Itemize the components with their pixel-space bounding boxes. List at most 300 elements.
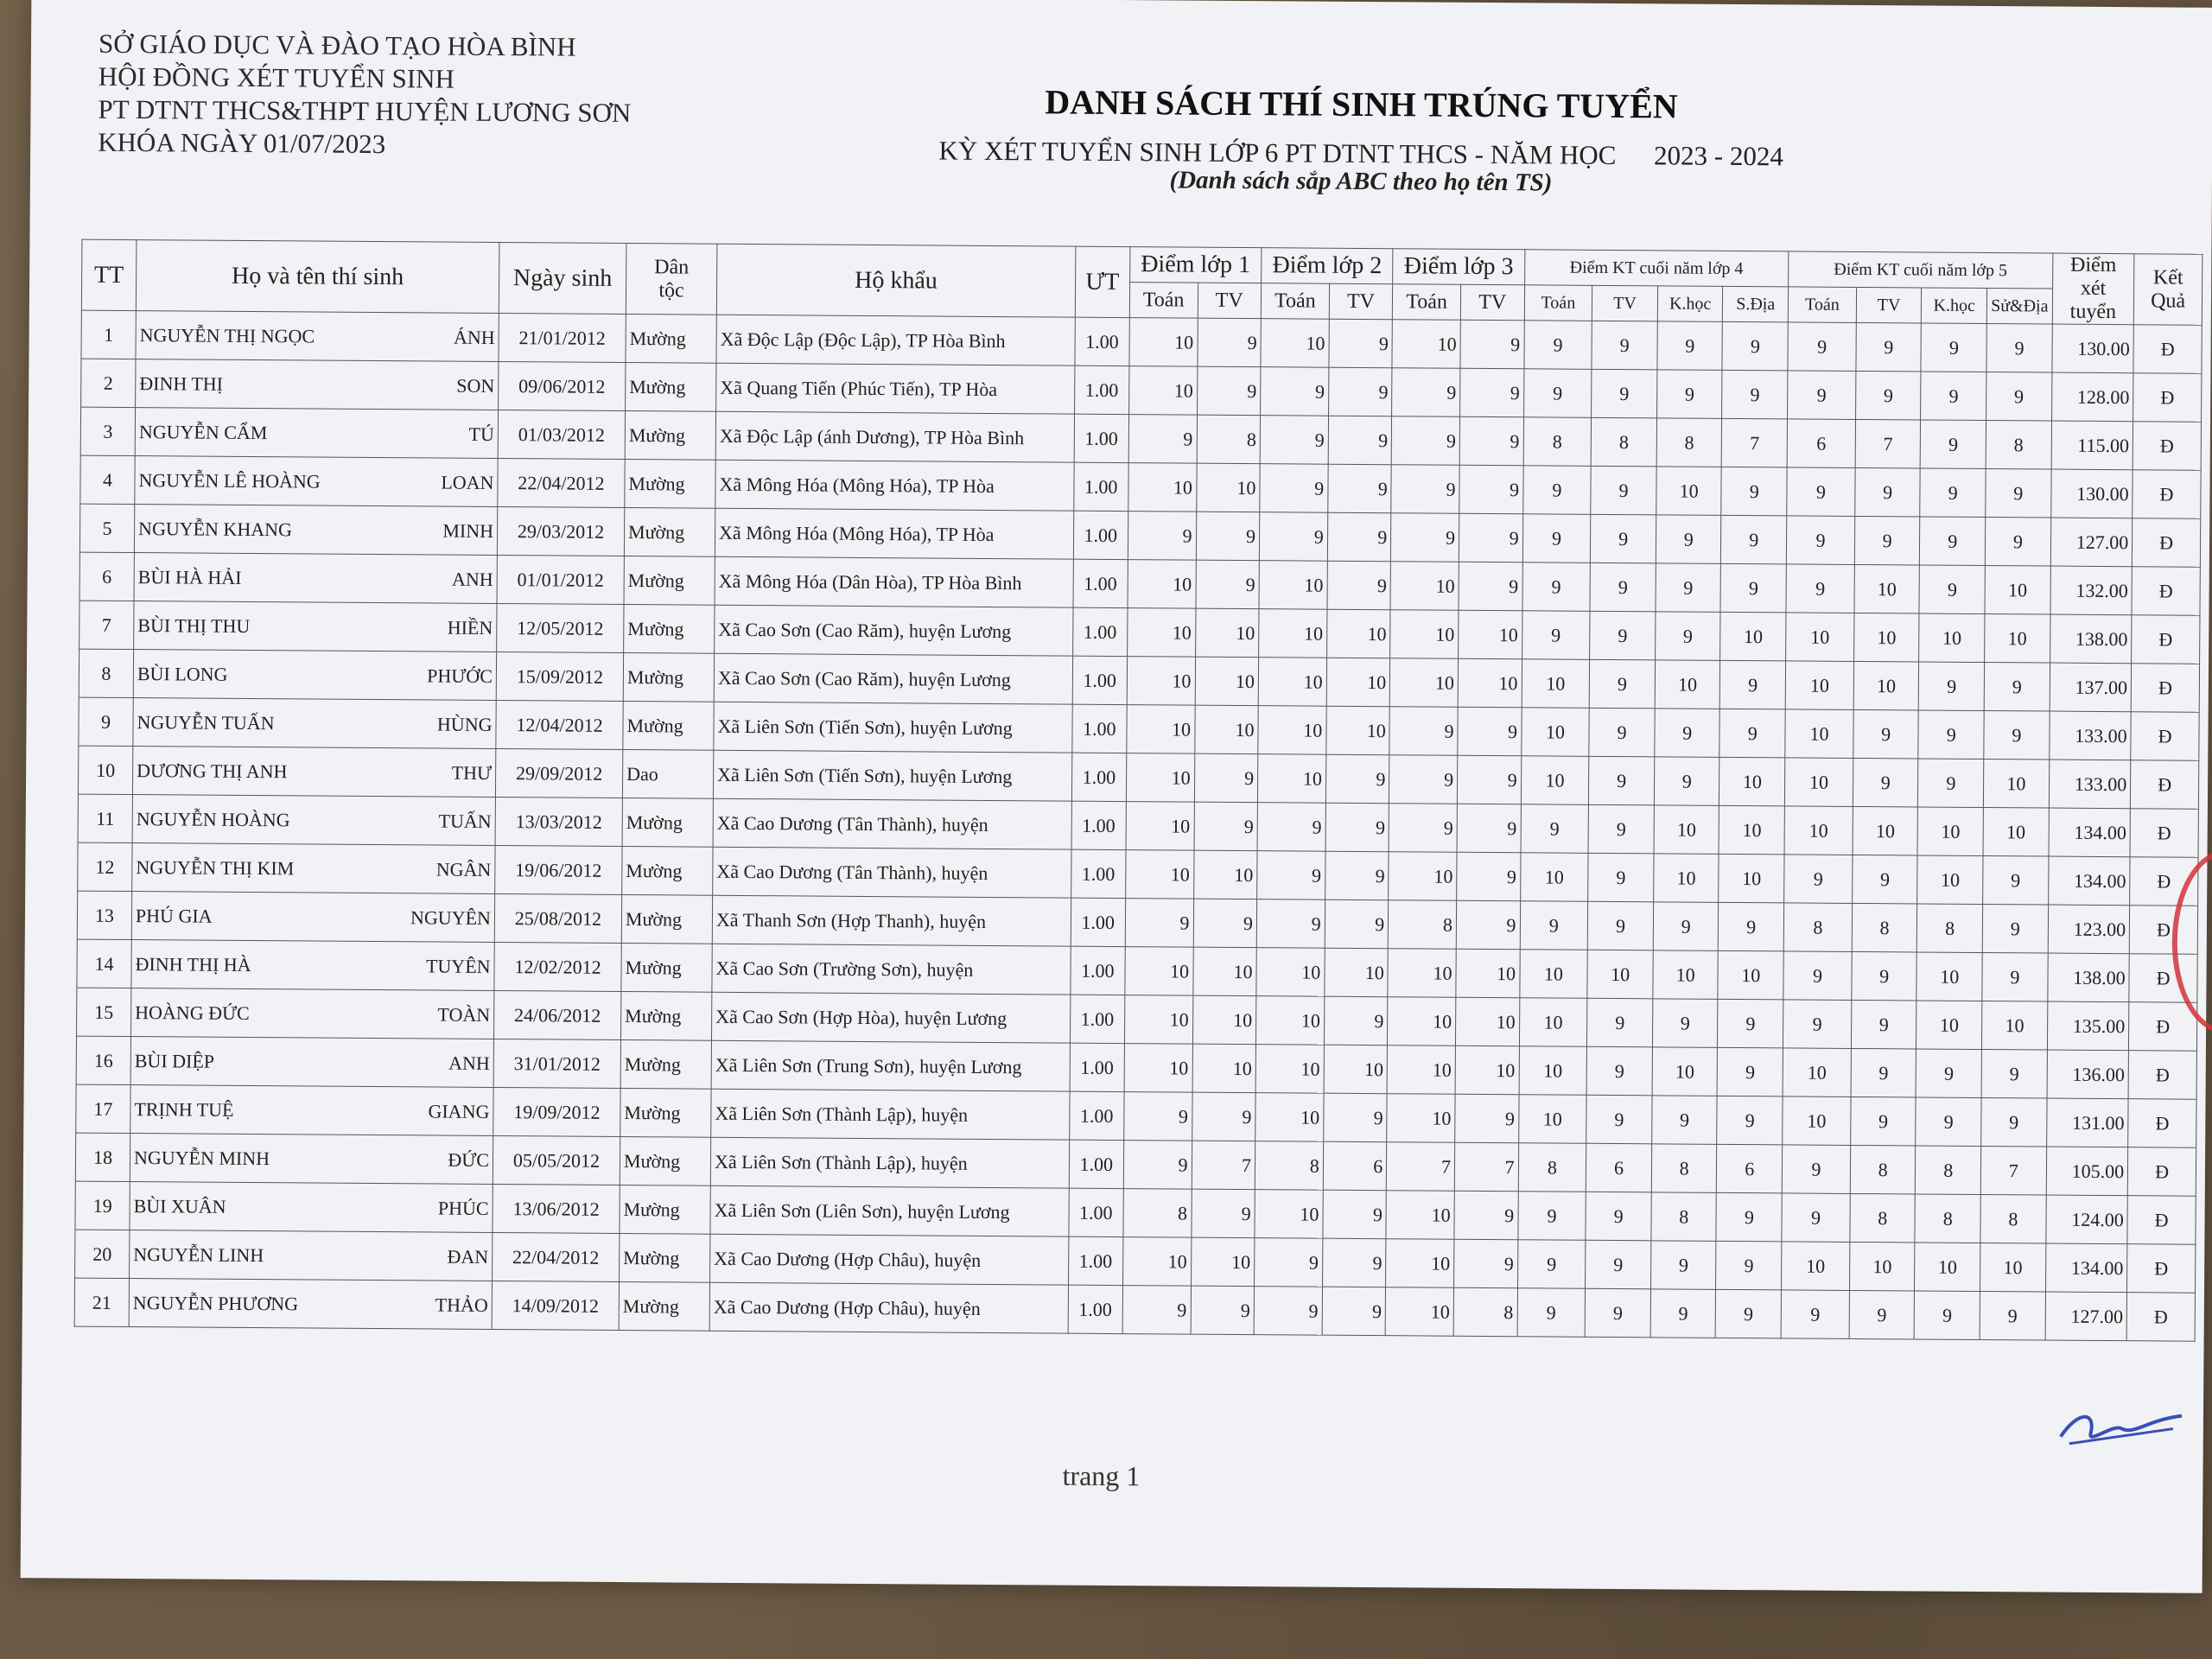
cell-score: 9 — [1459, 416, 1523, 466]
cell-score: 9 — [1458, 707, 1522, 756]
cell-score: 10 — [1719, 757, 1785, 806]
cell-total: 136.00 — [2047, 1050, 2129, 1099]
cell-ethnic: Mường — [623, 653, 714, 702]
cell-score: 10 — [1916, 1001, 1982, 1050]
cell-dob: 22/04/2012 — [498, 458, 625, 507]
cell-score: 10 — [1386, 1239, 1454, 1288]
cell-score: 8 — [1916, 1146, 1981, 1195]
cell-ut: 1.00 — [1071, 753, 1126, 801]
cell-score: 10 — [1126, 802, 1194, 851]
cell-surname: NGUYỄN LINH — [133, 1243, 264, 1266]
cell-tt: 17 — [76, 1084, 130, 1133]
cell-score: 9 — [1653, 902, 1719, 951]
cell-total: 128.00 — [2051, 372, 2133, 422]
issuer-line-1: SỞ GIÁO DỤC VÀ ĐÀO TẠO HÒA BÌNH — [98, 28, 576, 62]
cell-given-name: ĐỨC — [448, 1148, 490, 1171]
cell-ethnic: Mường — [625, 460, 715, 509]
cell-score: 9 — [1457, 755, 1521, 804]
cell-given-name: SON — [456, 374, 495, 397]
cell-name — [136, 359, 499, 410]
cell-name — [130, 1037, 493, 1088]
col-score-l3: tuyển — [2069, 300, 2117, 324]
cell-score: 6 — [1586, 1143, 1652, 1192]
cell-name — [130, 1085, 493, 1136]
cell-tt: 10 — [78, 746, 132, 794]
cell-tt: 11 — [78, 794, 132, 842]
cell-score: 9 — [1718, 999, 1783, 1048]
cell-score: 9 — [1391, 465, 1459, 514]
cell-dob: 29/09/2012 — [495, 748, 622, 798]
cell-score: 9 — [1460, 368, 1524, 417]
cell-score: 9 — [1788, 371, 1856, 420]
cell-total: 134.00 — [2045, 1243, 2127, 1293]
issuer-line-2: HỘI ĐỒNG XÉT TUYỂN SINH — [98, 60, 455, 94]
cell-score: 10 — [1385, 1287, 1453, 1337]
cell-score: 9 — [1984, 663, 2050, 712]
cell-name — [130, 1182, 493, 1233]
cell-score: 9 — [1329, 319, 1393, 368]
cell-ut: 1.00 — [1074, 414, 1128, 462]
cell-address: Xã Độc Lập (Độc Lập), TP Hòa Bình — [716, 315, 1075, 365]
cell-score: 8 — [1783, 903, 1852, 952]
cell-score: 10 — [1392, 320, 1460, 369]
cell-score: 9 — [1650, 1241, 1716, 1290]
cell-score: 9 — [1254, 1287, 1322, 1336]
cell-total: 138.00 — [2050, 614, 2132, 664]
cell-score: 9 — [1191, 1189, 1255, 1238]
cell-score: 9 — [1260, 464, 1328, 513]
cell-score: 9 — [1325, 803, 1389, 852]
cell-score: 10 — [1388, 997, 1456, 1046]
cell-score: 9 — [1652, 999, 1718, 1048]
cell-score: 9 — [1656, 370, 1722, 419]
cell-score: 9 — [1456, 900, 1520, 950]
cell-name — [132, 843, 495, 894]
cell-score: 9 — [1782, 1145, 1850, 1194]
cell-score: 10 — [1389, 852, 1457, 901]
cell-score: 9 — [1915, 1291, 1980, 1340]
cell-score: 7 — [1980, 1146, 2046, 1195]
cell-score: 9 — [1194, 753, 1258, 803]
admission-table — [74, 239, 2203, 1342]
cell-name — [135, 456, 498, 507]
cell-address: Xã Cao Dương (Tân Thành), huyện — [713, 847, 1071, 898]
cell-result: Đ — [2132, 567, 2200, 616]
cell-total: 127.00 — [2045, 1292, 2127, 1341]
school-year: 2023 - 2024 — [1653, 140, 1784, 172]
cell-score: 8 — [1850, 1193, 1916, 1243]
cell-result: Đ — [2128, 1051, 2196, 1100]
cell-tt: 12 — [78, 842, 132, 891]
col-tt: TT — [81, 239, 137, 310]
cell-score: 9 — [1719, 902, 1784, 951]
cell-surname: PHÚ GIA — [135, 904, 213, 927]
cell-given-name: ĐAN — [447, 1245, 489, 1268]
cell-score: 9 — [1192, 1092, 1255, 1141]
cell-ut: 1.00 — [1069, 1091, 1123, 1140]
cell-name — [136, 311, 499, 362]
cell-result: Đ — [2133, 373, 2202, 423]
cell-result: Đ — [2131, 664, 2199, 713]
cell-score: 10 — [1718, 950, 1783, 1000]
cell-address: Xã Cao Dương (Hợp Châu), huyện — [710, 1234, 1069, 1285]
cell-score: 9 — [1589, 756, 1655, 805]
cell-score: 9 — [1588, 853, 1654, 902]
cell-given-name: MINH — [442, 519, 494, 542]
cell-score: 9 — [1328, 416, 1392, 465]
cell-score: 9 — [1586, 1046, 1652, 1096]
cell-score: 10 — [1786, 613, 1854, 662]
cell-score: 9 — [1981, 1097, 2047, 1147]
cell-score: 10 — [1919, 613, 1985, 663]
cell-score: 9 — [1322, 1238, 1386, 1287]
cell-score: 10 — [1259, 561, 1327, 610]
cell-score: 8 — [1523, 417, 1592, 467]
cell-score: 10 — [1390, 562, 1459, 611]
cell-dob: 09/06/2012 — [499, 361, 626, 410]
signature-icon — [2052, 1402, 2190, 1455]
cell-score: 9 — [1920, 517, 1986, 566]
cell-given-name: THƯ — [451, 761, 493, 784]
cell-tt: 4 — [80, 455, 135, 504]
cell-score: 9 — [1122, 1286, 1191, 1335]
cell-ut: 1.00 — [1071, 801, 1126, 849]
cell-score: 7 — [1855, 419, 1921, 468]
cell-dob: 01/03/2012 — [498, 410, 625, 459]
cell-ethnic: Dao — [622, 750, 713, 799]
cell-address: Xã Liên Sơn (Thành Lập), huyện — [710, 1137, 1069, 1188]
cell-score: 10 — [1456, 949, 1520, 998]
cell-surname: DƯƠNG THỊ ANH — [137, 759, 288, 782]
cell-score: 9 — [1586, 1095, 1652, 1144]
cell-score: 9 — [1918, 759, 1984, 808]
cell-score: 10 — [1459, 610, 1522, 659]
cell-address: Xã Cao Sơn (Cao Răm), huyện Lương — [714, 653, 1072, 704]
cell-score: 9 — [1522, 466, 1591, 515]
cell-score: 10 — [1191, 1237, 1255, 1287]
col-result — [2134, 254, 2202, 326]
cell-score: 9 — [1986, 324, 2052, 373]
cell-score: 8 — [1852, 903, 1917, 952]
cell-score: 9 — [1591, 514, 1656, 563]
cell-score: 10 — [1127, 657, 1195, 706]
cell-address: Xã Cao Sơn (Hợp Hòa), huyện Lương — [711, 992, 1070, 1043]
cell-score: 9 — [1128, 512, 1196, 561]
cell-score: 10 — [1719, 805, 1785, 855]
cell-score: 9 — [1457, 852, 1521, 901]
cell-score: 10 — [1455, 1046, 1519, 1095]
cell-tt: 16 — [76, 1036, 130, 1084]
cell-given-name: HÙNG — [436, 713, 493, 735]
cell-score: 10 — [1985, 614, 2050, 664]
cell-score: 9 — [1517, 1192, 1586, 1241]
cell-result: Đ — [2133, 518, 2201, 568]
cell-score: 10 — [1522, 659, 1590, 709]
cell-score: 10 — [1915, 1243, 1980, 1292]
cell-tt: 7 — [79, 601, 134, 649]
cell-score: 9 — [1256, 899, 1325, 949]
cell-score: 10 — [1387, 1094, 1455, 1143]
cell-score: 10 — [1719, 854, 1784, 903]
cell-dob: 12/02/2012 — [494, 942, 621, 991]
cell-score: 10 — [1983, 760, 2049, 809]
cell-address: Xã Độc Lập (ánh Dương), TP Hòa Bình — [715, 411, 1074, 462]
cell-score: 10 — [1983, 808, 2049, 857]
col-grade3: Điểm lớp 3 — [1393, 249, 1525, 285]
cell-score: 9 — [1589, 659, 1655, 709]
cell-score: 10 — [1917, 807, 1983, 856]
cell-score: 9 — [1851, 1000, 1916, 1049]
cell-score: 9 — [1854, 516, 1920, 565]
cell-ethnic: Mường — [625, 411, 715, 461]
cell-ut: 1.00 — [1069, 1140, 1123, 1188]
cell-surname: NGUYỄN THỊ KIM — [136, 855, 295, 879]
cell-surname: BÙI HÀ HẢI — [137, 565, 242, 588]
cell-address: Xã Cao Sơn (Trường Sơn), huyện — [712, 944, 1071, 995]
cell-score: 9 — [1588, 804, 1654, 854]
cell-score: 10 — [1520, 853, 1588, 902]
cell-dob: 05/05/2012 — [493, 1135, 620, 1185]
cell-score: 9 — [1125, 899, 1193, 948]
cell-score: 9 — [1853, 709, 1919, 759]
cell-score: 10 — [1128, 366, 1197, 416]
cell-surname: ĐINH THỊ HÀ — [135, 952, 251, 976]
col-grade2: Điểm lớp 2 — [1262, 248, 1394, 284]
cell-score: 9 — [1722, 321, 1788, 371]
cell-given-name: ANH — [451, 568, 493, 590]
cell-ethnic: Mường — [624, 605, 715, 654]
cell-result: Đ — [2126, 1293, 2195, 1342]
cell-score: 10 — [1784, 806, 1853, 855]
cell-score: 9 — [1916, 1097, 1981, 1147]
cell-score: 10 — [1849, 1242, 1915, 1291]
cell-given-name: PHÚC — [437, 1197, 489, 1219]
cell-surname: TRỊNH TUỆ — [134, 1097, 234, 1121]
cell-score: 9 — [1460, 320, 1524, 369]
cell-dob: 29/03/2012 — [497, 506, 624, 556]
cell-score: 9 — [1851, 1048, 1916, 1097]
cell-score: 10 — [1652, 1047, 1718, 1096]
cell-score: 10 — [1194, 705, 1258, 754]
cell-ut: 1.00 — [1075, 317, 1129, 365]
cell-score: 10 — [1195, 657, 1259, 706]
cell-ethnic: Mường — [620, 1185, 710, 1234]
cell-score: 9 — [1920, 468, 1986, 518]
cell-score: 7 — [1454, 1142, 1518, 1192]
cell-score: 10 — [1192, 1044, 1256, 1093]
cell-score: 9 — [1652, 1096, 1718, 1145]
cell-score: 9 — [1985, 518, 2050, 567]
cell-ut: 1.00 — [1072, 607, 1127, 656]
cell-given-name: NGÂN — [435, 858, 492, 880]
cell-score: 9 — [1650, 1289, 1716, 1338]
cell-score: 8 — [1917, 904, 1983, 953]
cell-score: 9 — [1521, 804, 1589, 854]
cell-score: 7 — [1387, 1142, 1455, 1192]
cell-dob: 24/06/2012 — [493, 990, 620, 1039]
cell-tt: 5 — [79, 504, 134, 552]
cell-name — [133, 650, 496, 701]
col-score-l2: xét — [2080, 276, 2107, 300]
cell-tt: 8 — [79, 649, 133, 697]
cell-score: 10 — [1455, 997, 1519, 1046]
cell-score: 9 — [1389, 707, 1458, 756]
cell-score: 9 — [1586, 1192, 1651, 1241]
cell-score: 9 — [1983, 856, 2049, 906]
cell-total: 123.00 — [2048, 905, 2130, 954]
cell-score: 9 — [1981, 1049, 2047, 1098]
cell-total: 134.00 — [2049, 808, 2131, 857]
cell-score: 10 — [1255, 1045, 1324, 1094]
cell-result: Đ — [2132, 615, 2200, 664]
col-kt4-sdia: S.Địa — [1723, 286, 1789, 322]
cell-dob: 13/06/2012 — [493, 1184, 620, 1233]
cell-score: 9 — [1261, 367, 1329, 416]
cell-score: 9 — [1980, 1291, 2045, 1340]
cell-name — [131, 892, 494, 943]
cell-score: 10 — [1521, 708, 1589, 757]
sort-note: (Danh sách sắp ABC theo họ tên TS) — [1169, 166, 1553, 197]
cell-score: 9 — [1782, 1193, 1850, 1243]
cell-ethnic: Mường — [624, 508, 715, 557]
cell-ut: 1.00 — [1068, 1285, 1122, 1333]
cell-score: 9 — [1655, 612, 1720, 661]
cell-score: 10 — [1656, 467, 1722, 516]
cell-result: Đ — [2130, 857, 2198, 906]
cell-total: 105.00 — [2046, 1147, 2128, 1196]
cell-ethnic: Mường — [621, 895, 712, 944]
cell-score: 9 — [1716, 1192, 1782, 1242]
cell-address: Xã Mông Hóa (Mông Hóa), TP Hòa — [715, 508, 1073, 559]
col-kt4-tv: TV — [1592, 285, 1658, 321]
cell-score: 8 — [1518, 1143, 1586, 1192]
cell-score: 10 — [1783, 1048, 1851, 1097]
cell-ut: 1.00 — [1074, 365, 1128, 414]
cell-score: 9 — [1721, 515, 1787, 564]
cell-score: 10 — [1195, 608, 1259, 658]
cell-score: 7 — [1192, 1141, 1255, 1190]
cell-score: 9 — [1391, 513, 1459, 563]
col-result-l2: Quả — [2151, 289, 2186, 313]
cell-score: 9 — [1654, 757, 1719, 806]
cell-score: 9 — [1522, 563, 1591, 612]
col-grade1: Điểm lớp 1 — [1129, 247, 1262, 283]
cell-name — [134, 505, 497, 556]
cell-ut: 1.00 — [1072, 656, 1127, 704]
cell-score: 10 — [1458, 658, 1522, 708]
cell-score: 9 — [1257, 851, 1325, 900]
col-score — [2052, 253, 2134, 325]
col-kt5: Điểm KT cuối năm lớp 5 — [1789, 251, 2053, 289]
cell-score: 9 — [1327, 512, 1391, 562]
cell-score: 10 — [1390, 610, 1459, 659]
cell-score: 9 — [1322, 1287, 1386, 1336]
cell-name — [134, 553, 497, 604]
cell-score: 10 — [1587, 950, 1653, 999]
cell-score: 7 — [1722, 418, 1788, 467]
cell-surname: BÙI DIỆP — [134, 1049, 215, 1072]
cell-score: 9 — [1719, 709, 1785, 758]
cell-score: 8 — [1915, 1194, 1980, 1243]
cell-address: Xã Mông Hóa (Dân Hòa), TP Hòa Bình — [715, 556, 1073, 607]
cell-score: 10 — [1519, 950, 1587, 999]
cell-score: 9 — [1916, 1049, 1982, 1098]
cell-score: 9 — [1986, 469, 2051, 518]
cell-score: 9 — [1982, 952, 2048, 1001]
cell-address: Xã Liên Sơn (Thành Lập), huyện — [711, 1089, 1070, 1140]
cell-score: 9 — [1720, 563, 1786, 613]
cell-given-name: ÁNH — [453, 326, 495, 348]
cell-score: 10 — [1785, 758, 1853, 807]
col-g2-toan: Toán — [1261, 283, 1329, 320]
cell-score: 9 — [1324, 996, 1388, 1046]
cell-score: 10 — [1386, 1191, 1454, 1240]
cell-dob: 22/04/2012 — [493, 1232, 620, 1281]
cell-address: Xã Quang Tiến (Phúc Tiến), TP Hòa — [716, 363, 1075, 414]
cell-score: 9 — [1786, 516, 1854, 565]
col-score-l1: Điểm — [2069, 253, 2117, 277]
cell-address: Xã Cao Dương (Tân Thành), huyện — [713, 798, 1071, 849]
cell-score: 10 — [1196, 463, 1260, 512]
cell-score: 10 — [1519, 1046, 1587, 1096]
cell-ethnic: Mường — [621, 944, 712, 993]
cell-name — [135, 408, 498, 459]
cell-ethnic: Mường — [619, 1281, 709, 1331]
cell-score: 10 — [1389, 658, 1458, 708]
cell-score: 9 — [1517, 1240, 1586, 1289]
cell-score: 10 — [1916, 952, 1982, 1001]
issuer-header — [98, 28, 632, 162]
cell-score: 10 — [1519, 998, 1587, 1047]
cell-score: 10 — [1388, 949, 1456, 998]
cell-score: 9 — [1984, 711, 2050, 760]
cell-ethnic: Mường — [620, 1039, 711, 1089]
cell-result: Đ — [2131, 760, 2199, 810]
cell-score: 10 — [1125, 947, 1193, 996]
col-address: Hộ khẩu — [716, 244, 1075, 317]
cell-surname: BÙI XUÂN — [133, 1194, 226, 1217]
cell-ut: 1.00 — [1073, 511, 1128, 559]
cell-score: 10 — [1782, 1242, 1850, 1291]
cell-score: 8 — [1255, 1141, 1323, 1191]
col-g2-tv: TV — [1329, 283, 1393, 320]
cell-ut: 1.00 — [1074, 462, 1128, 511]
cell-score: 10 — [1654, 854, 1719, 903]
cell-score: 10 — [1259, 609, 1327, 658]
col-kt5-toan: Toán — [1788, 287, 1856, 323]
cell-score: 10 — [1122, 1237, 1191, 1287]
cell-result: Đ — [2127, 1196, 2196, 1245]
cell-result: Đ — [2127, 1244, 2196, 1294]
cell-ut: 1.00 — [1070, 995, 1124, 1043]
cell-score: 9 — [1194, 802, 1258, 851]
cell-score: 9 — [1720, 660, 1786, 709]
cell-score: 10 — [1653, 950, 1719, 1000]
col-kt4-khoc: K.học — [1657, 286, 1723, 322]
cell-score: 9 — [1259, 512, 1327, 562]
cell-score: 8 — [1656, 418, 1722, 467]
cell-score: 9 — [1454, 1239, 1518, 1288]
cell-dob: 12/05/2012 — [497, 603, 624, 652]
cell-total: 133.00 — [2049, 760, 2131, 809]
cell-score: 10 — [1387, 1046, 1455, 1095]
col-result-l1: Kết — [2152, 265, 2183, 289]
cell-score: 9 — [1389, 804, 1457, 853]
cell-ut: 1.00 — [1071, 849, 1125, 898]
cell-address: Xã Cao Sơn (Cao Răm), huyện Lương — [715, 605, 1073, 656]
cell-score: 9 — [1522, 611, 1590, 660]
cell-score: 10 — [1129, 318, 1198, 367]
